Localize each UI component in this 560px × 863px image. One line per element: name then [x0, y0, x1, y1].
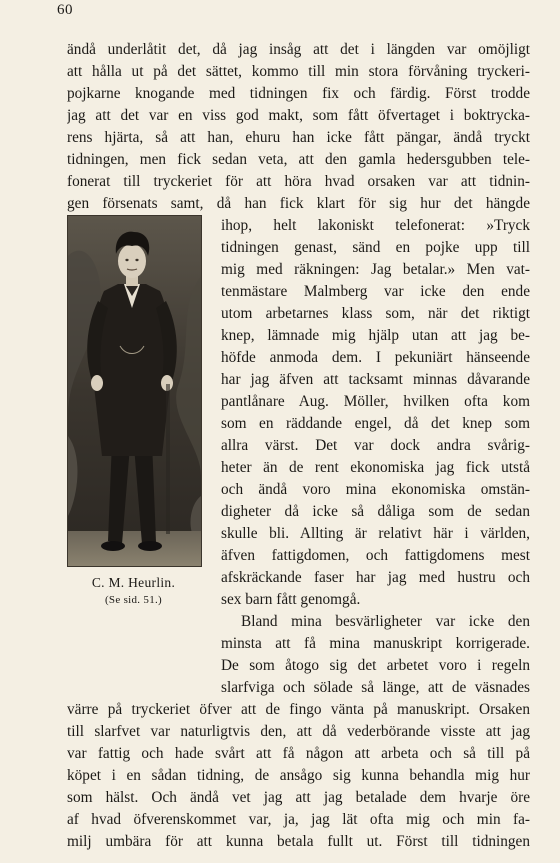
text-line: Bland mina besvärligheter var icke den [241, 613, 530, 630]
text-line: fonerat till tryckeriet för att höra hvad orsaken var att tidnin- [67, 173, 530, 190]
text-line: äfven fattigdomen, och fattigdomens mest [221, 547, 530, 564]
text-line: tidningen genast, sänd en pojke upp till [221, 239, 530, 256]
text-line: af hvad öfverenskommet var, ja, jag lät ofta mig och min fa- [67, 811, 530, 828]
text-line: tidningen, men fick sedan veta, att den gamla hedersgubben tele- [67, 151, 530, 168]
text-line: milj umbära för att kunna betala fullt ut. Först till tidningen [67, 833, 530, 850]
text-line: slarfviga och sölade så länge, att de väsnades [221, 679, 530, 696]
text-line: som en räddande engel, då det knep som [221, 415, 530, 432]
text-line: köpet i en sådan tidning, de ansågo sig kunna behandla mig hur [67, 767, 530, 784]
text-line: knep, lämnade mig hjälp utan att jag be- [221, 327, 530, 344]
text-line: ihop, helt lakoniskt telefonerat: »Tryck [221, 217, 530, 234]
photo-caption-name: C. M. Heurlin. [91, 575, 176, 590]
text-line: pojkarne knogande med tidningen fix och färdig. Först trodde [67, 85, 530, 102]
portrait-photo [67, 215, 202, 567]
text-line: heter än de rent ekonomiska jag fick utstå [221, 459, 530, 476]
text-line: utom arbetarnes klass som, när det riktigt [221, 305, 530, 322]
text-line: jag att det var en viss god makt, som fått öfvertaget i boktrycka- [67, 107, 530, 124]
text-line: rens hjärta, så att han, ehuru han icke fått pängar, ändå tryckt [67, 129, 530, 146]
text-line: och ändå voro mina ekonomiska omstän- [221, 481, 530, 498]
page-number: 60 [57, 2, 73, 18]
text-line: höfde anmoda dem. I pekuniärt hänseende [221, 349, 530, 366]
text-line: pantlånare Aug. Möller, hvilken ofta kom [221, 393, 530, 410]
text-line: gen försenats samt, då han fick klart för sig hur det hängde [67, 195, 530, 212]
text-line: De som åtogo sig det arbetet voro i regeln [221, 657, 530, 674]
text-line: har jag äfven att tacksamt minnas dåvarande [221, 371, 530, 388]
text-line: digheter då icke så dåliga som de sedan [221, 503, 530, 520]
text-line: allra värst. Det var dock andra svårig- [221, 437, 530, 454]
text-line: minsta att få mina manuskript korrigerade. [221, 635, 530, 652]
text-line: tenmästare Malmberg var icke den ende [221, 283, 530, 300]
text-line: till slarfvet var naturligtvis den, att då vederbörande visste att jag [67, 723, 530, 740]
portrait-image [68, 216, 201, 566]
text-line: afskräckande faser har jag med hustru och [221, 569, 530, 586]
text-line: som hälst. Och ändå vet jag att jag betalade dem hvarje öre [67, 789, 530, 806]
text-line: att hålla ut på det sättet, kommo till min stora förvåning tryckeri- [67, 63, 530, 80]
text-line: mig med räkningen: Jag betalar.» Men vat- [221, 261, 530, 278]
photo-caption-reference: (Se sid. 51.) [104, 594, 163, 606]
text-line: sex barn fått genomgå. [221, 591, 361, 608]
text-line: värre på tryckeriet öfver att de fingo vänta på manuskript. Orsaken [67, 701, 530, 718]
text-line: skulle bli. Allting är relativt här i världen, [221, 525, 530, 542]
text-line: ändå underlåtit det, då jag insåg att det i längden var omöjligt [67, 41, 530, 58]
text-line: var fattig och hade svårt att få någon att arbeta och så till på [67, 745, 530, 762]
